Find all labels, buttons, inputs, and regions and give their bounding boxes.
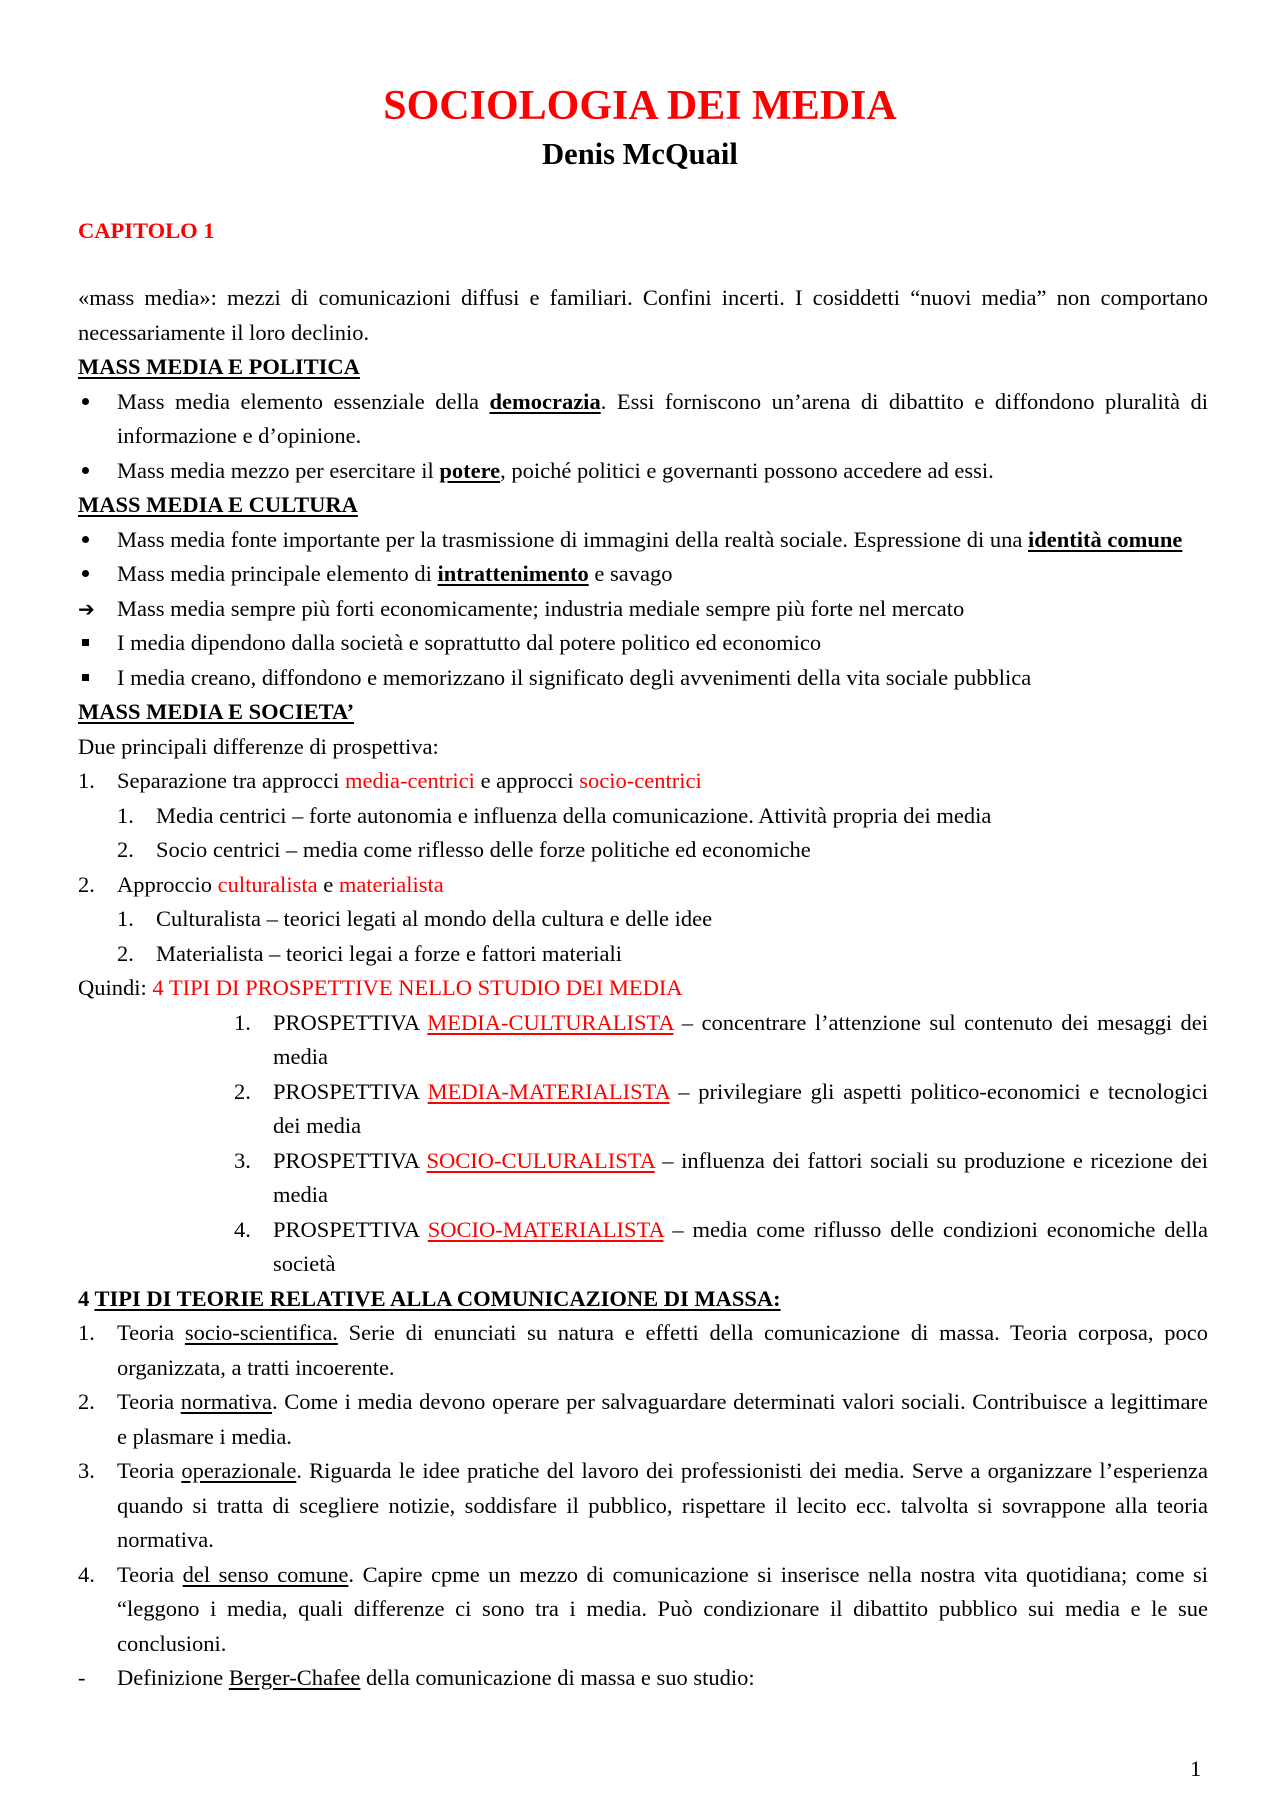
list-item: 2. Approccio culturalista e materialista [78,871,444,897]
page-number: 1 [1190,1756,1202,1781]
bullet-icon [78,523,117,558]
document-author: Denis McQuail [542,137,738,171]
section-heading-societa: MASS MEDIA E SOCIETA’ [78,699,355,724]
list-item: ➔ Mass media sempre più forti economicamente; industria mediale sempre più forte nel mercato [78,592,1208,627]
societa-lead: Due principali differenze di prospettiva: [78,733,439,759]
square-bullet-icon [78,626,117,661]
document-title: SOCIOLOGIA DEI MEDIA [383,83,897,129]
list-item: 2. Materialista – teorici legai a forze e fattori materiali [117,940,623,966]
list-item: 4. PROSPETTIVA SOCIO-MATERIALISTA – media come riflusso delle condizioni economiche della società [234,1216,1208,1276]
list-item: 1. Media centrici – forte autonomia e influenza della comunicazione. Attività propria dei media [117,802,992,828]
list-item: I media dipendono dalla società e soprattutto dal potere politico ed economico [78,626,1208,661]
list-item: 1. Separazione tra approcci media-centrici e approcci socio-centrici [78,768,702,793]
list-item: 3. Teoria operazionale. Riguarda le idee pratiche del lavoro dei professionisti dei media. Serve a organizzare l’esperienza quando si tratta di scegliere notizie, soddisfare il pubblico, rispettare il lecito ecc. talvolta si sovrappone alla teoria normativa. [78,1458,1208,1552]
list-item: 2. PROSPETTIVA MEDIA-MATERIALISTA – privilegiare gli aspetti politico-economici e tecnologici dei media [234,1078,1208,1138]
bullet-icon [78,557,117,592]
list-item: Mass media principale elemento di intrattenimento e savago [78,557,1208,592]
list-item: 4. Teoria del senso comune. Capire cpme un mezzo di comunicazione si inserisce nella nostra vita quotidiana; come si “leggono i media, quali differenze ci sono tra i media. Può condizionare il dibattito pubblico sui media e le sue conclusioni. [78,1561,1209,1656]
list-item: 3. PROSPETTIVA SOCIO-CULURALISTA – influenza dei fattori sociali su produzione e ricezione dei media [234,1147,1208,1207]
square-bullet-icon [78,661,117,696]
arrow-icon: ➔ [78,596,95,621]
list-item: Mass media elemento essenziale della democrazia. Essi forniscono un’arena di dibattito e diffondono pluralità di informazione e d’opinione. [78,385,1208,454]
intro-paragraph: «mass media»: mezzi di comunicazioni diffusi e familiari. Confini incerti. I cosiddetti “nuovi media” non comportano necessariamente il loro declinio. [78,285,1208,345]
section-heading-cultura: MASS MEDIA E CULTURA [78,492,358,517]
list-item: Mass media mezzo per esercitare il potere, poiché politici e governanti possono accedere ad essi. [78,454,1208,489]
list-item: - Definizione Berger-Chafee della comunicazione di massa e suo studio: [78,1665,755,1690]
chapter-heading: CAPITOLO 1 [78,218,215,243]
list-item: I media creano, diffondono e memorizzano il significato degli avvenimenti della vita sociale pubblica [78,661,1208,696]
list-item: 1. Teoria socio-scientifica. Serie di enunciati su natura e effetti della comunicazione di massa. Teoria corposa, poco organizzata, a tratti incoerente. [78,1320,1208,1380]
list-item: 2. Socio centrici – media come riflesso delle forze politiche ed economiche [117,837,811,862]
bullet-icon [78,454,117,489]
quindi-line: Quindi: 4 TIPI DI PROSPETTIVE NELLO STUDIO DEI MEDIA [78,975,683,1000]
list-item: 1. Culturalista – teorici legati al mondo della cultura e delle idee [117,906,713,931]
section-heading-teorie: 4 TIPI DI TEORIE RELATIVE ALLA COMUNICAZIONE DI MASSA: [78,1285,781,1311]
list-item: 2. Teoria normativa. Come i media devono operare per salvaguardare determinati valori sociali. Contribuisce a legittimare e plasmare i media. [78,1389,1208,1449]
document-body [78,281,1208,1696]
bullet-icon [78,385,117,420]
list-item: Mass media fonte importante per la trasmissione di immagini della realtà sociale. Espressione di una identità comune [78,523,1208,558]
section-heading-politica: MASS MEDIA E POLITICA [78,354,360,379]
list-item: 1. PROSPETTIVA MEDIA-CULTURALISTA – concentrare l’attenzione sul contenuto dei mesaggi dei media [234,1009,1208,1069]
